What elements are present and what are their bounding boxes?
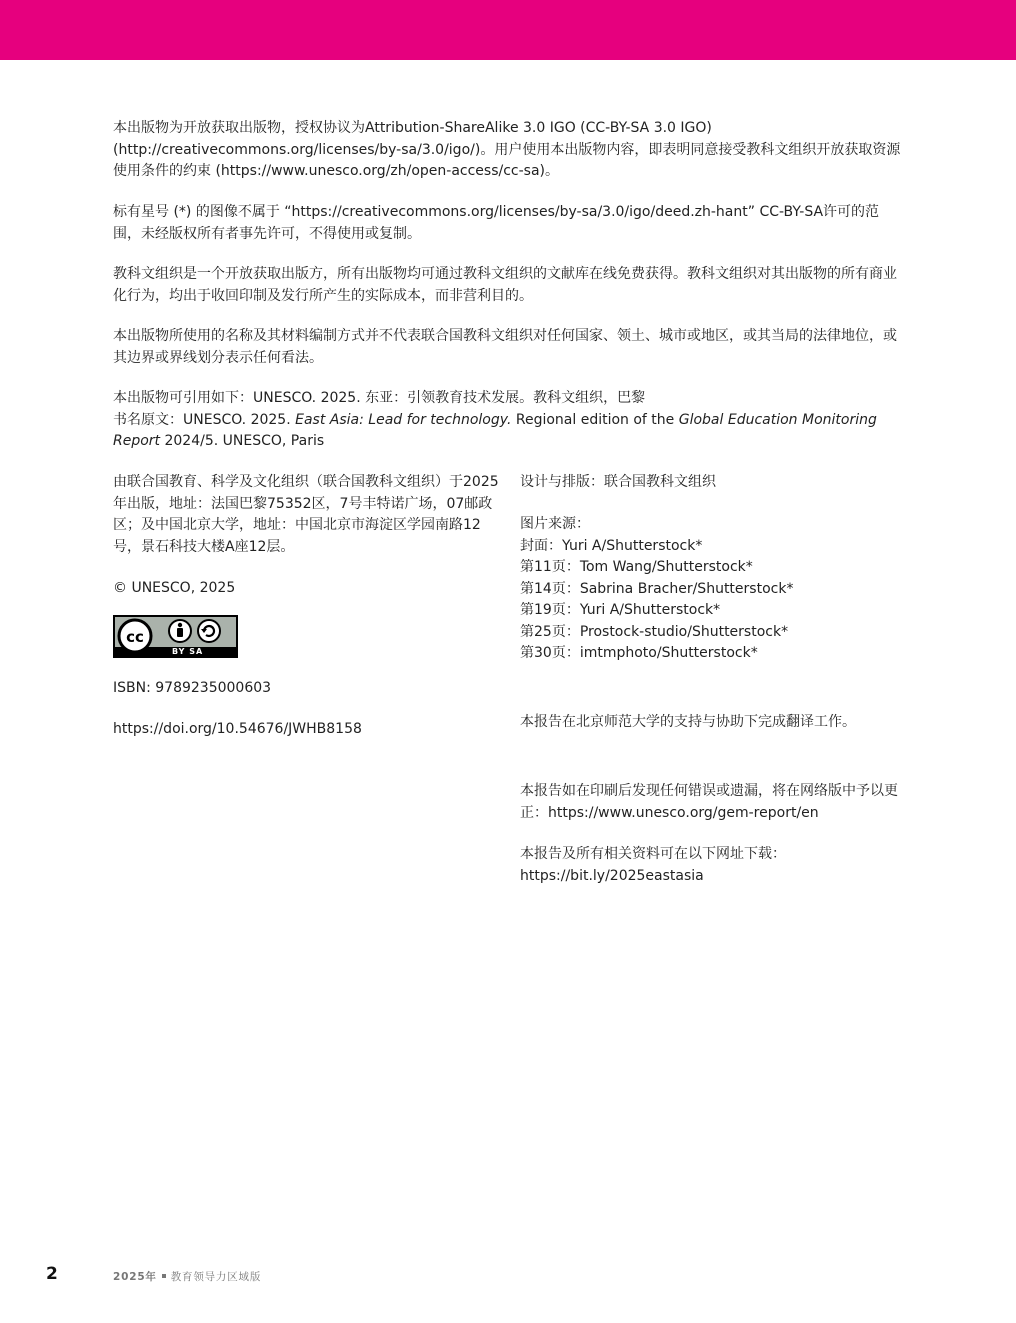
- original-title: East Asia: Lead for technology.: [295, 411, 512, 428]
- support-text: 本报告在北京师范大学的支持与协助下完成翻译工作。: [520, 714, 856, 730]
- original-title-middle: Regional edition of the: [511, 411, 679, 428]
- footer-year: 2025年: [113, 1271, 157, 1283]
- cc-by-sa-badge: [113, 615, 238, 658]
- open-access-paragraph: 教科文组织是一个开放获取出版方，所有出版物均可通过教科文组织的文献库在线免费获得。教科文组织对其出版物的所有商业化行为，均出于收回印制及发行所产生的实际成本，而非营利目的。: [113, 266, 897, 304]
- copyright: [113, 578, 508, 600]
- design-text: 设计与排版：联合国教科文组织: [520, 474, 716, 490]
- photo-credit-item: 第11页：Tom Wang/Shutterstock*: [520, 559, 753, 575]
- photo-credit-item: 第30页：imtmphoto/Shutterstock*: [520, 645, 758, 661]
- citation-line: 本出版物可引用如下：UNESCO. 2025. 东亚：引领教育技术发展。教科文组织，巴黎: [113, 390, 646, 406]
- citation-block: [113, 388, 905, 453]
- header-band: [0, 0, 1016, 60]
- svg-text:cc: cc: [126, 628, 144, 646]
- running-footer: [113, 1269, 261, 1284]
- download-info: [520, 844, 915, 887]
- photo-credit-item: 第25页：Prostock-studio/Shutterstock*: [520, 623, 789, 640]
- original-report-name: Global Education Monitoring Report: [113, 411, 877, 449]
- isbn-text: ISBN: 9789235000603: [113, 680, 272, 696]
- download-text: 本报告及所有相关资料可在以下网址下载：: [520, 846, 786, 862]
- photo-credit-item: 第14页：Sabrina Bracher/Shutterstock*: [520, 580, 794, 597]
- photo-credits: [520, 514, 915, 665]
- photo-credit-item: 封面：Yuri A/Shutterstock*: [520, 537, 703, 554]
- page-number: 2: [46, 1264, 58, 1284]
- license-paragraph: 本出版物为开放获取出版物，授权协议为Attribution-ShareAlike 3.0 IGO (CC-BY-SA 3.0 IGO) (http://creativecommons.org/licenses/by-sa/3.0/igo/)。用户使用本出版物内容，即表明同意接受教科文组织开放获取资源使用条件的约束 (https://www.unesco.org/zh/open-access/cc-sa)。: [113, 120, 901, 179]
- badge-text: BY SA: [172, 647, 204, 656]
- original-title-prefix: 书名原文：UNESCO. 2025.: [113, 411, 296, 428]
- footer-title: 教育领导力区域版: [170, 1271, 262, 1283]
- translation-support: [520, 712, 915, 734]
- errata-text: 本报告如在印刷后发现任何错误或遗漏，将在网络版中予以更正：https://www.unesco.org/gem-report/en: [520, 783, 898, 821]
- errata-note: [520, 781, 915, 824]
- asterisk-note-paragraph: 标有星号 (*) 的图像不属于 “https://creativecommons.org/licenses/by-sa/3.0/igo/deed.zh-hant” CC-BY-SA许可的范围，未经版权所有者事先许可，不得使用或复制。: [113, 204, 880, 242]
- isbn: [113, 678, 508, 700]
- original-title-line: [113, 410, 905, 453]
- copyright-text: © UNESCO, 2025: [113, 580, 236, 596]
- photo-credits-heading: 图片来源：: [520, 516, 590, 532]
- doi: [113, 719, 508, 741]
- photo-credit-item: 第19页：Yuri A/Shutterstock*: [520, 602, 721, 618]
- publisher-text: 由联合国教育、科学及文化组织（联合国教科文组织）于2025年出版，地址：法国巴黎75352区，7号丰特诺广场，07邮政区；及中国北京大学，地址：中国北京市海淀区学园南路12号，景石科技大楼A座12层。: [113, 474, 499, 555]
- doi-link[interactable]: https://doi.org/10.54676/JWHB8158: [113, 721, 362, 737]
- download-link[interactable]: https://bit.ly/2025eastasia: [520, 867, 704, 884]
- footer-separator: [162, 1274, 166, 1278]
- publisher-info: [113, 472, 508, 558]
- design-credit: [520, 472, 915, 494]
- original-title-suffix: 2024/5. UNESCO, Paris: [160, 433, 325, 449]
- sa-icon: [198, 620, 220, 642]
- disclaimer-paragraph: 本出版物所使用的名称及其材料编制方式并不代表联合国教科文组织对任何国家、领土、城市或地区，或其当局的法律地位，或其边界或界线划分表示任何看法。: [113, 328, 897, 366]
